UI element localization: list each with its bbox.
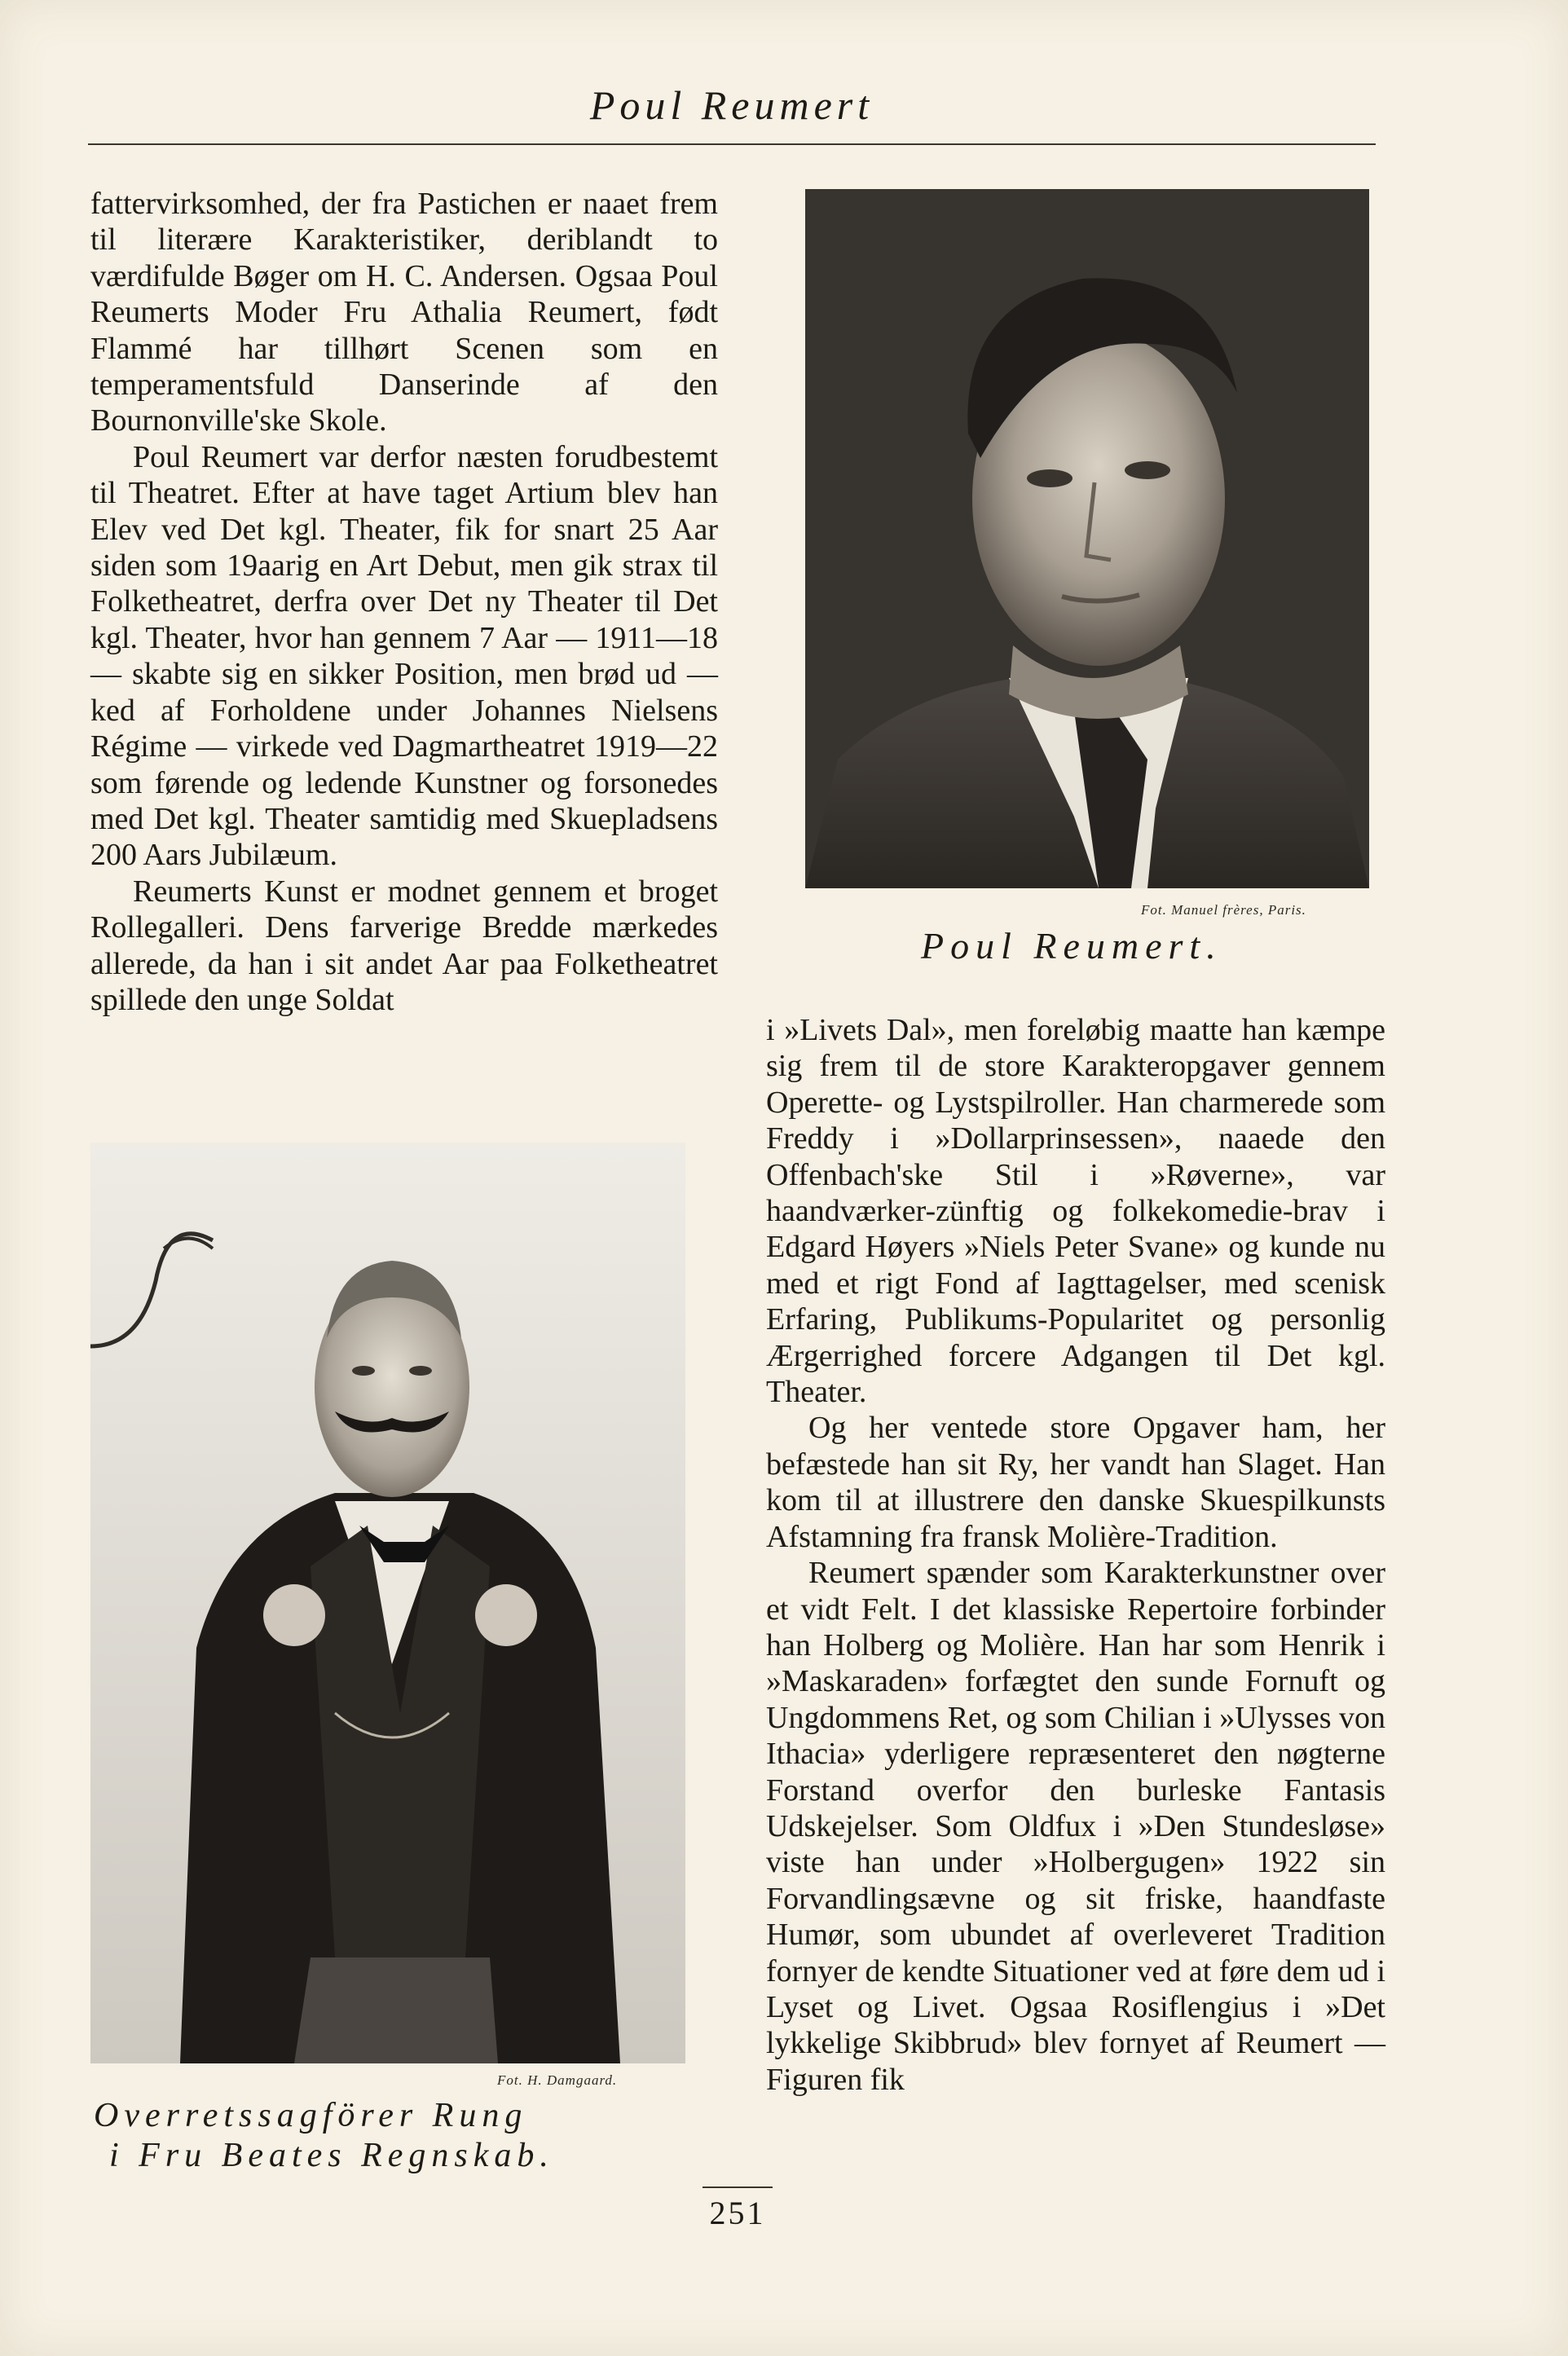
paragraph: i »Livets Dal», men foreløbig maatte han kæmpe sig frem til de store Karakteropgaver gennem Operette- og Lystspilroller. Han charmerede som Freddy i »Dollarprinsessen», naaede den Offenbach'ske Stil i »Røverne», var haandværker-zünftig og folkekomedie-brav i Edgard Høyers »Niels Peter Svane» og kunde nu med et rigt Fond af Iagttagelser, med scenisk Erfaring, Publikums-Popularitet og personlig Ærgerrighed forcere Adgangen til Det kgl. Theater. [766,1013,1385,1410]
paragraph: fattervirksomhed, der fra Pastichen er naaet frem til literære Karakteristiker, deriblandt to værdifulde Bøger om H. C. Andersen. Ogsaa Poul Reumerts Moder Fru Athalia Reumert, født Flammé har tillhørt Scenen som en temperamentsfuld Danserinde af den Bournonville'ske Skole. [90,187,718,438]
paragraph: Og her ventede store Opgaver ham, her befæstede han sit Ry, her vandt han Slaget. Han kom til at illustrere den danske Skuespilkunsts Afstamning fra fransk Molière-Tradition. [766,1411,1385,1554]
rung-photo [90,1143,685,2063]
portrait-photo [805,189,1369,888]
photo-caption-line: Overretssagförer Rung [94,2097,528,2134]
header-rule [88,143,1376,145]
photo-caption-line: i Fru Beates Regnskab. [109,2137,554,2174]
paragraph: Poul Reumert var derfor næsten forudbestemt til Theatret. Efter at have taget Artium blev han Elev ved Det kgl. Theater, fik for snart 25 Aar siden som 19aarig en Art Debut, men gik strax til Folketheatret, derfra over Det ny Theater til Det kgl. Theater, hvor han gennem 7 Aar — 1911—18 — skabte sig en sikker Position, men brød ud — ked af Forholdene under Johannes Nielsens Régime — virkede ved Dagmartheatret 1919—22 som førende og ledende Kunstner og forsonedes med Det kgl. Theater samtidig med Skuepladsens 200 Aars Jubilæum. [90,439,718,873]
photo-caption: Poul Reumert. [921,925,1222,967]
rung-illustration [90,1143,685,2063]
left-column-text [90,186,718,1018]
paragraph: Reumerts Kunst er modnet gennem et broget Rollegalleri. Dens farverige Bredde mærkedes allerede, da han i sit andet Aar paa Folketheatret spillede den unge Soldat [90,874,718,1017]
photo-credit: Fot. Manuel frères, Paris. [1141,902,1306,918]
photo-credit: Fot. H. Damgaard. [497,2072,618,2088]
folio-rule [703,2186,773,2188]
running-head: Poul Reumert [589,82,874,128]
portrait-illustration [805,189,1369,888]
paragraph: Reumert spænder som Karakterkunstner over et vidt Felt. I det klassiske Repertoire forbinder han Holberg og Molière. Han har som Henrik i »Maskaraden» forfægtet den sunde Fornuft og Ungdommens Ret, og som Chilian i »Ulysses von Ithacia» yderligere repræsenteret den nøgterne Forstand overfor den burleske Fantasis Udskejelser. Som Oldfux i »Den Stundesløse» viste han under »Holbergugen» 1922 sin Forvandlingsævne og sit friske, haandfaste Humør, som ubundet af overleveret Tradition fornyer de kendte Situationer ved at føre dem ud i Lyset og Livet. Ogsaa Rosiflengius i »Det lykkelige Skibbrud» blev fornyet af Reumert — Figuren fik [766,1556,1385,2097]
right-column-text [766,1012,1385,2098]
page-number: 251 [709,2195,766,2231]
